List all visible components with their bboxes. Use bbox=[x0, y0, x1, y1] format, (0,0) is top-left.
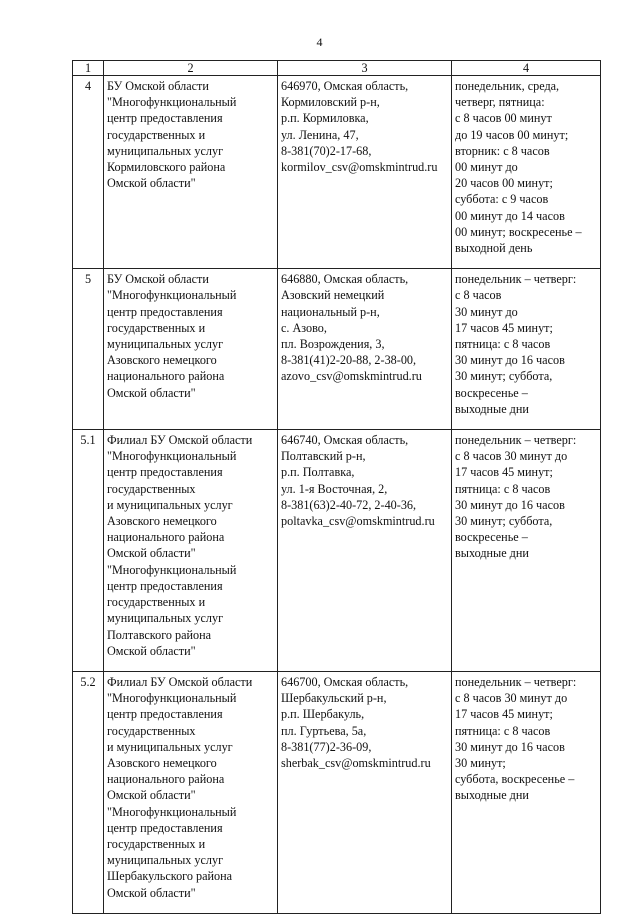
table-header-row bbox=[73, 61, 601, 76]
working-hours-line: пятница: с 8 часов bbox=[455, 337, 551, 352]
working-hours-line: пятница: с 8 часов bbox=[455, 723, 551, 738]
institution-name-line: Кормиловского района bbox=[107, 160, 226, 175]
table-row bbox=[73, 430, 601, 672]
institution-name-line: центр предоставления bbox=[107, 578, 223, 593]
row-number: 5.1 bbox=[73, 430, 104, 672]
institution-name-line: Филиал БУ Омской области bbox=[107, 674, 253, 689]
address-line: 646880, Омская область, bbox=[281, 272, 409, 287]
address-line: с. Азово, bbox=[281, 320, 327, 335]
institution-name-line: муниципальных услуг bbox=[107, 853, 224, 868]
institution-name-line: Омской области" bbox=[107, 385, 196, 400]
institution-name-line: "Многофункциональный bbox=[107, 804, 237, 819]
address-line: р.п. Полтавка, bbox=[281, 465, 355, 480]
institution-name-line: "Многофункциональный bbox=[107, 449, 237, 464]
working-hours-line: 00 минут; воскресенье – bbox=[455, 224, 582, 239]
working-hours-cell bbox=[452, 671, 601, 913]
institution-name-line: национального района bbox=[107, 772, 225, 787]
institution-name-line: государственных и bbox=[107, 836, 206, 851]
column-header: 1 bbox=[73, 61, 104, 76]
address-line: 8-381(41)2-20-88, 2-38-00, bbox=[281, 353, 417, 368]
address-line: sherbak_csv@omskmintrud.ru bbox=[281, 755, 431, 770]
row-number: 5 bbox=[73, 269, 104, 430]
working-hours-line: суббота, воскресенье – bbox=[455, 772, 575, 787]
working-hours-line: 00 минут до bbox=[455, 160, 518, 175]
institution-name-line: Омской области" bbox=[107, 176, 196, 191]
working-hours-line: воскресенье – bbox=[455, 530, 528, 545]
working-hours-line: 17 часов 45 минут; bbox=[455, 707, 553, 722]
institution-name-cell bbox=[104, 430, 278, 672]
institution-name-cell bbox=[104, 269, 278, 430]
working-hours-line: с 8 часов 30 минут до bbox=[455, 449, 568, 464]
mfc-offices-table bbox=[72, 60, 601, 914]
working-hours-line: 20 часов 00 минут; bbox=[455, 176, 553, 191]
address-cell bbox=[278, 671, 452, 913]
institution-name-cell bbox=[104, 76, 278, 269]
institution-name-line: Омской области" bbox=[107, 885, 196, 900]
address-line: kormilov_csv@omskmintrud.ru bbox=[281, 160, 438, 175]
table-row bbox=[73, 671, 601, 913]
working-hours-line: выходные дни bbox=[455, 546, 529, 561]
page-number: 4 bbox=[316, 35, 323, 49]
institution-name-line: Полтавского района bbox=[107, 627, 212, 642]
institution-name-line: и муниципальных услуг bbox=[107, 739, 233, 754]
working-hours-cell bbox=[452, 269, 601, 430]
working-hours-line: 30 минут до 16 часов bbox=[455, 739, 565, 754]
institution-name-line: центр предоставления bbox=[107, 111, 223, 126]
working-hours-line: 30 минут; суббота, bbox=[455, 369, 553, 384]
working-hours-line: четверг, пятница: bbox=[455, 95, 545, 110]
institution-name-line: Филиал БУ Омской области bbox=[107, 433, 253, 448]
working-hours-line: воскресенье – bbox=[455, 385, 528, 400]
working-hours-line: 30 минут до 16 часов bbox=[455, 497, 565, 512]
institution-name-line: Азовского немецкого bbox=[107, 353, 217, 368]
address-line: ул. Ленина, 47, bbox=[281, 127, 359, 142]
institution-name-line: центр предоставления bbox=[107, 304, 223, 319]
row-number: 5.2 bbox=[73, 671, 104, 913]
institution-name-line: муниципальных услуг bbox=[107, 337, 224, 352]
working-hours-line: с 8 часов 30 минут до bbox=[455, 691, 568, 706]
address-line: 8-381(70)2-17-68, bbox=[281, 143, 372, 158]
address-cell bbox=[278, 430, 452, 672]
working-hours-line: 30 минут; суббота, bbox=[455, 514, 553, 529]
working-hours-line: пятница: с 8 часов bbox=[455, 481, 551, 496]
address-line: пл. Возрождения, 3, bbox=[281, 337, 385, 352]
working-hours-line: 30 минут до 16 часов bbox=[455, 353, 565, 368]
institution-name-line: центр предоставления bbox=[107, 820, 223, 835]
institution-name-line: государственных и bbox=[107, 595, 206, 610]
table-row bbox=[73, 76, 601, 269]
working-hours-line: выходной день bbox=[455, 241, 533, 256]
address-line: р.п. Шербакуль, bbox=[281, 707, 365, 722]
column-header: 3 bbox=[278, 61, 452, 76]
address-line: Кормиловский р-н, bbox=[281, 95, 380, 110]
address-line: 646700, Омская область, bbox=[281, 674, 409, 689]
address-line: пл. Гуртьева, 5а, bbox=[281, 723, 367, 738]
working-hours-cell bbox=[452, 430, 601, 672]
address-line: национальный р-н, bbox=[281, 304, 380, 319]
institution-name-line: центр предоставления bbox=[107, 465, 223, 480]
working-hours-line: с 8 часов 00 минут bbox=[455, 111, 552, 126]
row-number: 4 bbox=[73, 76, 104, 269]
institution-name-line: "Многофункциональный bbox=[107, 691, 237, 706]
working-hours-line: понедельник – четверг: bbox=[455, 272, 577, 287]
institution-name-line: и муниципальных услуг bbox=[107, 497, 233, 512]
address-line: azovo_csv@omskmintrud.ru bbox=[281, 369, 422, 384]
institution-name-line: Омской области" bbox=[107, 546, 196, 561]
institution-name-line: БУ Омской области bbox=[107, 79, 209, 93]
table-row bbox=[73, 269, 601, 430]
working-hours-line: выходные дни bbox=[455, 788, 529, 803]
working-hours-cell bbox=[452, 76, 601, 269]
working-hours-line: понедельник – четверг: bbox=[455, 674, 577, 689]
institution-name-line: государственных и bbox=[107, 127, 206, 142]
address-line: 646740, Омская область, bbox=[281, 433, 409, 448]
working-hours-line: вторник: с 8 часов bbox=[455, 143, 550, 158]
column-header: 2 bbox=[104, 61, 278, 76]
address-line: р.п. Кормиловка, bbox=[281, 111, 369, 126]
working-hours-line: понедельник, среда, bbox=[455, 79, 560, 93]
address-line: 8-381(77)2-36-09, bbox=[281, 739, 372, 754]
institution-name-line: государственных bbox=[107, 723, 196, 738]
institution-name-line: Омской области" bbox=[107, 788, 196, 803]
working-hours-line: 30 минут до bbox=[455, 304, 518, 319]
institution-name-line: муниципальных услуг bbox=[107, 143, 224, 158]
institution-name-line: БУ Омской области bbox=[107, 272, 209, 287]
address-line: poltavka_csv@omskmintrud.ru bbox=[281, 514, 435, 529]
institution-name-line: муниципальных услуг bbox=[107, 611, 224, 626]
institution-name-line: Шербакульского района bbox=[107, 869, 233, 884]
institution-name-line: Омской области" bbox=[107, 643, 196, 658]
address-line: Полтавский р-н, bbox=[281, 449, 366, 464]
working-hours-line: 30 минут; bbox=[455, 755, 506, 770]
institution-name-cell bbox=[104, 671, 278, 913]
working-hours-line: до 19 часов 00 минут; bbox=[455, 127, 569, 142]
address-cell bbox=[278, 76, 452, 269]
table-body bbox=[73, 76, 601, 914]
working-hours-line: понедельник – четверг: bbox=[455, 433, 577, 448]
institution-name-line: Азовского немецкого bbox=[107, 514, 217, 529]
working-hours-line: с 8 часов bbox=[455, 288, 502, 303]
institution-name-line: государственных bbox=[107, 481, 196, 496]
institution-name-line: Азовского немецкого bbox=[107, 755, 217, 770]
address-line: Шербакульский р-н, bbox=[281, 691, 387, 706]
institution-name-line: "Многофункциональный bbox=[107, 562, 237, 577]
working-hours-line: 17 часов 45 минут; bbox=[455, 320, 553, 335]
address-line: 646970, Омская область, bbox=[281, 79, 409, 93]
working-hours-line: 17 часов 45 минут; bbox=[455, 465, 553, 480]
working-hours-line: 00 минут до 14 часов bbox=[455, 208, 565, 223]
institution-name-line: "Многофункциональный bbox=[107, 288, 237, 303]
institution-name-line: государственных и bbox=[107, 320, 206, 335]
address-line: Азовский немецкий bbox=[281, 288, 385, 303]
address-line: ул. 1-я Восточная, 2, bbox=[281, 481, 388, 496]
institution-name-line: национального района bbox=[107, 369, 225, 384]
institution-name-line: центр предоставления bbox=[107, 707, 223, 722]
column-header: 4 bbox=[452, 61, 601, 76]
address-cell bbox=[278, 269, 452, 430]
address-line: 8-381(63)2-40-72, 2-40-36, bbox=[281, 497, 417, 512]
institution-name-line: национального района bbox=[107, 530, 225, 545]
working-hours-line: выходные дни bbox=[455, 401, 529, 416]
institution-name-line: "Многофункциональный bbox=[107, 95, 237, 110]
working-hours-line: суббота: с 9 часов bbox=[455, 192, 549, 207]
